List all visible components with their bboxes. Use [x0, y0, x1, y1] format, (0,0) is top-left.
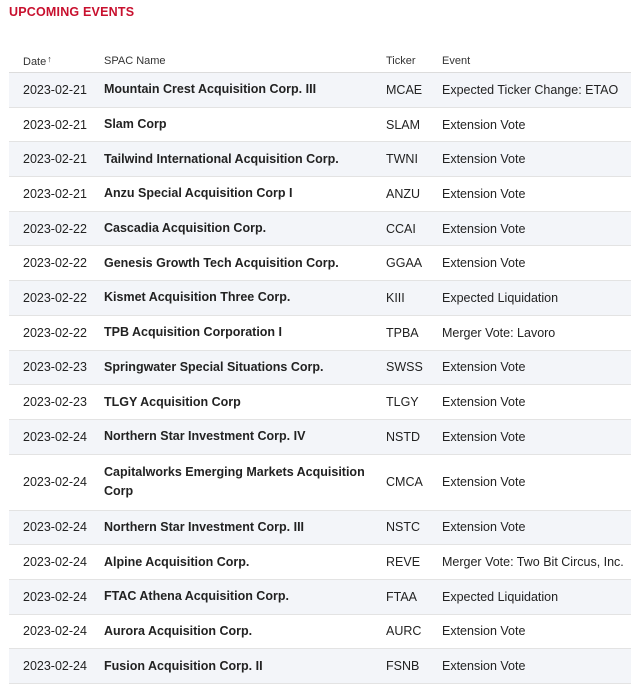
events-table [9, 50, 631, 684]
row-spac-name[interactable]: TLGY Acquisition Corp [104, 385, 386, 420]
table-row [9, 545, 631, 580]
table-row [9, 350, 631, 385]
table-body [9, 73, 631, 684]
row-date: 2023-02-24 [9, 614, 104, 649]
table-row [9, 454, 631, 510]
row-event: Extension Vote [442, 107, 631, 142]
table-row [9, 315, 631, 350]
column-header-date[interactable] [9, 50, 104, 73]
row-event: Extension Vote [442, 385, 631, 420]
row-event: Merger Vote: Two Bit Circus, Inc. [442, 545, 631, 580]
row-ticker[interactable]: SWSS [386, 350, 442, 385]
sort-ascending-icon: ↑ [47, 54, 52, 64]
row-spac-name[interactable]: Fusion Acquisition Corp. II [104, 649, 386, 684]
table-row [9, 211, 631, 246]
row-ticker[interactable]: GGAA [386, 246, 442, 281]
row-ticker[interactable]: FSNB [386, 649, 442, 684]
row-ticker[interactable]: TWNI [386, 142, 442, 177]
row-spac-name[interactable]: FTAC Athena Acquisition Corp. [104, 579, 386, 614]
table-row [9, 419, 631, 454]
row-date: 2023-02-22 [9, 281, 104, 316]
table-row [9, 579, 631, 614]
row-ticker[interactable]: NSTC [386, 510, 442, 545]
row-ticker[interactable]: REVE [386, 545, 442, 580]
row-event: Extension Vote [442, 419, 631, 454]
column-label-date: Date [23, 56, 47, 68]
row-ticker[interactable]: FTAA [386, 579, 442, 614]
row-spac-name[interactable]: TPB Acquisition Corporation I [104, 315, 386, 350]
row-date: 2023-02-24 [9, 545, 104, 580]
row-date: 2023-02-22 [9, 211, 104, 246]
table-row [9, 73, 631, 108]
row-spac-name[interactable]: Capitalworks Emerging Markets Acquisition Corp [104, 454, 386, 510]
row-event: Merger Vote: Lavoro [442, 315, 631, 350]
header-row [9, 50, 631, 73]
row-spac-name[interactable]: Mountain Crest Acquisition Corp. III [104, 73, 386, 108]
table-row [9, 281, 631, 316]
row-event: Expected Liquidation [442, 579, 631, 614]
row-date: 2023-02-21 [9, 107, 104, 142]
row-date: 2023-02-21 [9, 177, 104, 212]
row-ticker[interactable]: MCAE [386, 73, 442, 108]
row-date: 2023-02-24 [9, 649, 104, 684]
row-ticker[interactable]: ANZU [386, 177, 442, 212]
column-header-spac-name[interactable]: SPAC Name [104, 50, 386, 73]
row-event: Extension Vote [442, 510, 631, 545]
table-row [9, 177, 631, 212]
row-event: Expected Liquidation [442, 281, 631, 316]
row-event: Extension Vote [442, 142, 631, 177]
row-date: 2023-02-24 [9, 454, 104, 510]
section-title: UPCOMING EVENTS [9, 5, 135, 19]
row-date: 2023-02-21 [9, 73, 104, 108]
row-spac-name[interactable]: Springwater Special Situations Corp. [104, 350, 386, 385]
row-ticker[interactable]: TLGY [386, 385, 442, 420]
row-spac-name[interactable]: Aurora Acquisition Corp. [104, 614, 386, 649]
row-event: Extension Vote [442, 614, 631, 649]
row-date: 2023-02-24 [9, 579, 104, 614]
table-row [9, 510, 631, 545]
row-ticker[interactable]: SLAM [386, 107, 442, 142]
row-spac-name[interactable]: Northern Star Investment Corp. IV [104, 419, 386, 454]
row-event: Extension Vote [442, 177, 631, 212]
row-spac-name[interactable]: Anzu Special Acquisition Corp I [104, 177, 386, 212]
row-ticker[interactable]: CMCA [386, 454, 442, 510]
row-date: 2023-02-21 [9, 142, 104, 177]
row-spac-name[interactable]: Tailwind International Acquisition Corp. [104, 142, 386, 177]
table-row [9, 107, 631, 142]
row-ticker[interactable]: TPBA [386, 315, 442, 350]
row-date: 2023-02-22 [9, 246, 104, 281]
row-event: Extension Vote [442, 350, 631, 385]
row-date: 2023-02-22 [9, 315, 104, 350]
row-ticker[interactable]: KIII [386, 281, 442, 316]
row-event: Expected Ticker Change: ETAO [442, 73, 631, 108]
table-row [9, 385, 631, 420]
row-spac-name[interactable]: Northern Star Investment Corp. III [104, 510, 386, 545]
row-ticker[interactable]: AURC [386, 614, 442, 649]
table-header [9, 50, 631, 73]
row-spac-name[interactable]: Cascadia Acquisition Corp. [104, 211, 386, 246]
row-event: Extension Vote [442, 211, 631, 246]
row-date: 2023-02-24 [9, 419, 104, 454]
column-header-event[interactable]: Event [442, 50, 631, 73]
row-date: 2023-02-24 [9, 510, 104, 545]
table-row [9, 142, 631, 177]
table-row [9, 649, 631, 684]
column-header-ticker[interactable]: Ticker [386, 50, 442, 73]
row-spac-name[interactable]: Alpine Acquisition Corp. [104, 545, 386, 580]
row-spac-name[interactable]: Genesis Growth Tech Acquisition Corp. [104, 246, 386, 281]
row-spac-name[interactable]: Kismet Acquisition Three Corp. [104, 281, 386, 316]
row-event: Extension Vote [442, 649, 631, 684]
table-row [9, 614, 631, 649]
table-row [9, 246, 631, 281]
row-ticker[interactable]: CCAI [386, 211, 442, 246]
row-event: Extension Vote [442, 246, 631, 281]
row-date: 2023-02-23 [9, 350, 104, 385]
row-spac-name[interactable]: Slam Corp [104, 107, 386, 142]
row-date: 2023-02-23 [9, 385, 104, 420]
row-ticker[interactable]: NSTD [386, 419, 442, 454]
row-event: Extension Vote [442, 454, 631, 510]
